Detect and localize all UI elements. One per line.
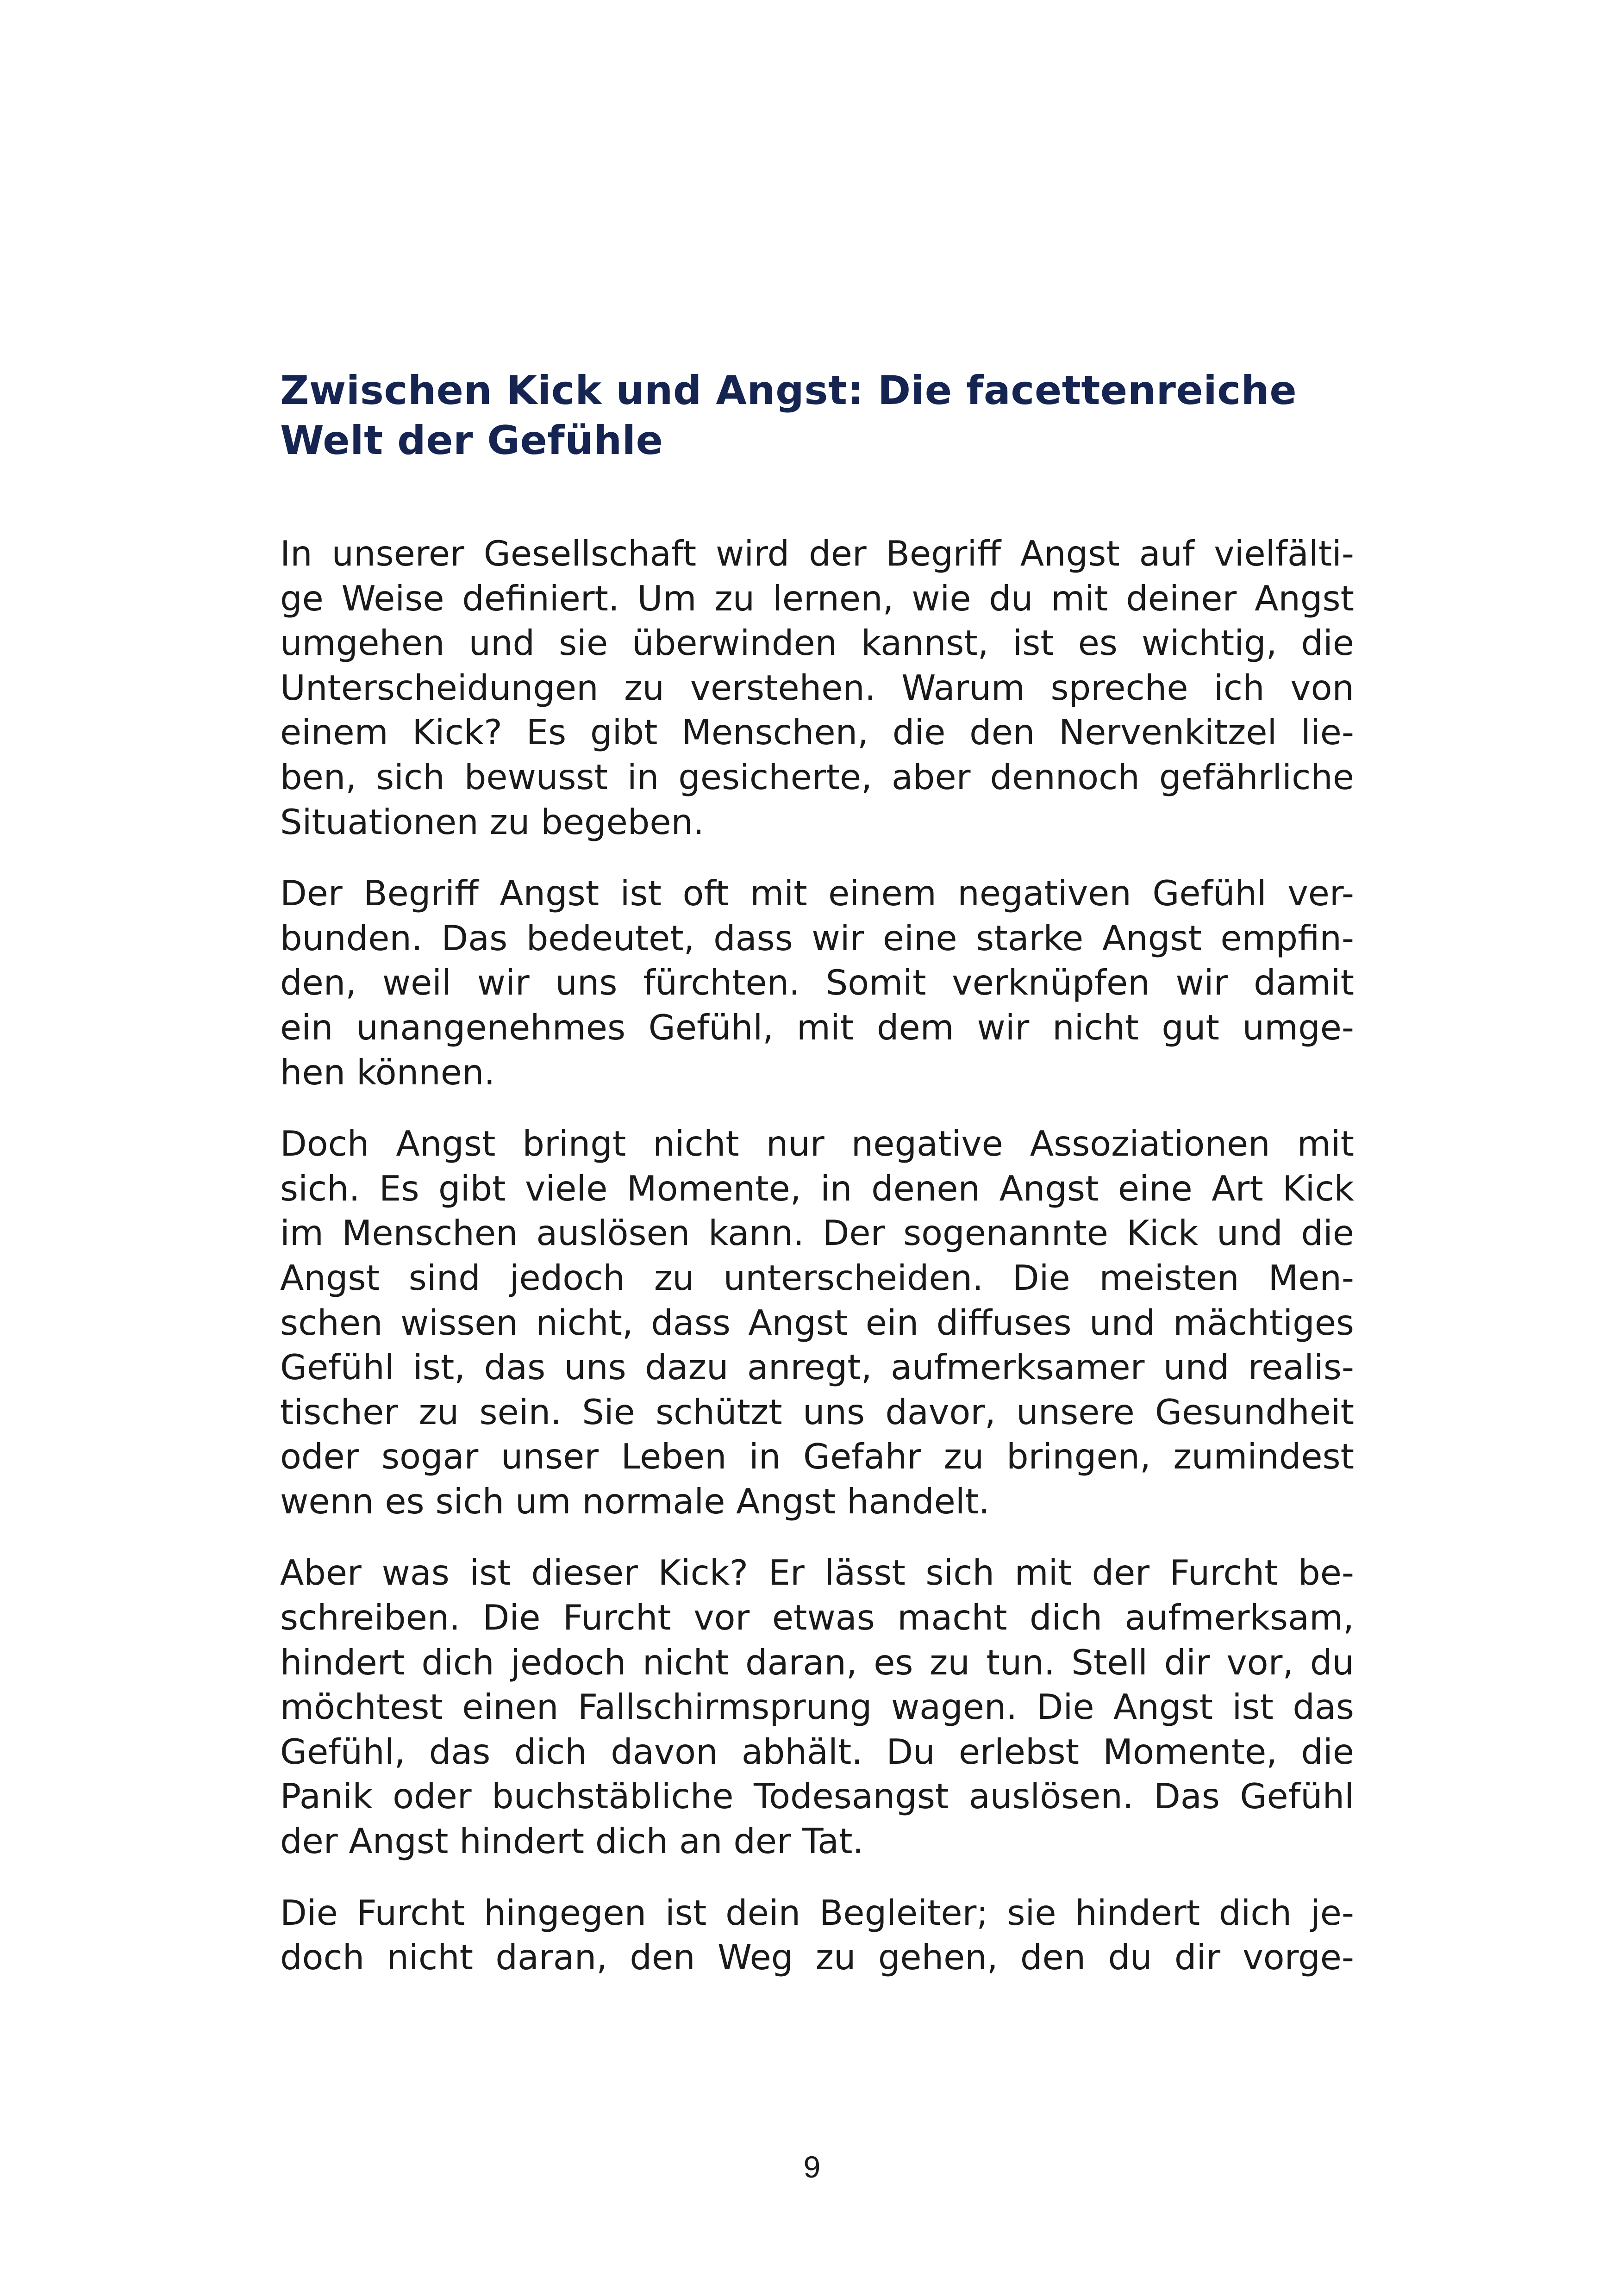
paragraph: [280, 1550, 1354, 1863]
text-line: wenn es sich um normale Angst handelt.: [280, 1481, 990, 1522]
chapter-heading-line: Welt der Gefühle: [280, 417, 663, 464]
text-line: ben, sich bewusst in gesicherte, aber dennoch gefährliche: [280, 756, 1354, 797]
text-line: doch nicht daran, den Weg zu gehen, den du dir vorge-: [280, 1937, 1354, 1978]
paragraph: [280, 531, 1354, 844]
text-line: Die Furcht hingegen ist dein Begleiter; sie hindert dich je-: [280, 1892, 1354, 1933]
text-line: der Angst hindert dich an der Tat.: [280, 1821, 864, 1862]
text-line: Situationen zu begeben.: [280, 801, 704, 842]
text-line: hindert dich jedoch nicht daran, es zu tun. Stell dir vor, du: [280, 1642, 1354, 1683]
text-line: Panik oder buchstäbliche Todesangst auslösen. Das Gefühl: [280, 1776, 1354, 1817]
text-line: oder sogar unser Leben in Gefahr zu bringen, zumindest: [280, 1436, 1354, 1477]
text-line: schen wissen nicht, dass Angst ein diffuses und mächtiges: [280, 1302, 1354, 1343]
text-line: bunden. Das bedeutet, dass wir eine starke Angst empfin-: [280, 917, 1354, 958]
text-line: Doch Angst bringt nicht nur negative Assoziationen mit: [280, 1123, 1354, 1164]
text-line: In unserer Gesellschaft wird der Begriff Angst auf vielfälti-: [280, 533, 1354, 574]
paragraph: [280, 1121, 1354, 1524]
text-line: im Menschen auslösen kann. Der sogenannte Kick und die: [280, 1213, 1354, 1254]
text-line: umgehen und sie überwinden kannst, ist es wichtig, die: [280, 622, 1354, 664]
page-number: 9: [803, 2150, 821, 2184]
text-line: einem Kick? Es gibt Menschen, die den Nervenkitzel lie-: [280, 712, 1354, 753]
text-line: Gefühl, das dich davon abhält. Du erlebst Momente, die: [280, 1731, 1354, 1772]
text-line: Gefühl ist, das uns dazu anregt, aufmerksamer und realis-: [280, 1347, 1354, 1388]
paragraph: [280, 871, 1354, 1095]
text-line: sich. Es gibt viele Momente, in denen Angst eine Art Kick: [280, 1168, 1354, 1209]
text-line: schreiben. Die Furcht vor etwas macht dich aufmerksam,: [280, 1597, 1354, 1638]
text-line: Der Begriff Angst ist oft mit einem negativen Gefühl ver-: [280, 873, 1354, 914]
text-line: Unterscheidungen zu verstehen. Warum spreche ich von: [280, 667, 1354, 708]
text-line: Aber was ist dieser Kick? Er lässt sich mit der Furcht be-: [280, 1552, 1354, 1593]
paragraph: [280, 1891, 1354, 1980]
text-line: den, weil wir uns fürchten. Somit verknüpfen wir damit: [280, 962, 1354, 1003]
text-line: Angst sind jedoch zu unterscheiden. Die meisten Men-: [280, 1257, 1354, 1298]
text-line: möchtest einen Fallschirmsprung wagen. Die Angst ist das: [280, 1686, 1354, 1728]
body-text: [280, 531, 1354, 2007]
chapter-heading-line: Zwischen Kick und Angst: Die facettenreiche: [280, 367, 1297, 414]
text-line: ge Weise definiert. Um zu lernen, wie du mit deiner Angst: [280, 578, 1354, 619]
text-line: hen können.: [280, 1052, 495, 1093]
chapter-heading: [280, 366, 1363, 466]
text-line: ein unangenehmes Gefühl, mit dem wir nicht gut umge-: [280, 1007, 1354, 1048]
text-line: tischer zu sein. Sie schützt uns davor, unsere Gesundheit: [280, 1391, 1354, 1432]
